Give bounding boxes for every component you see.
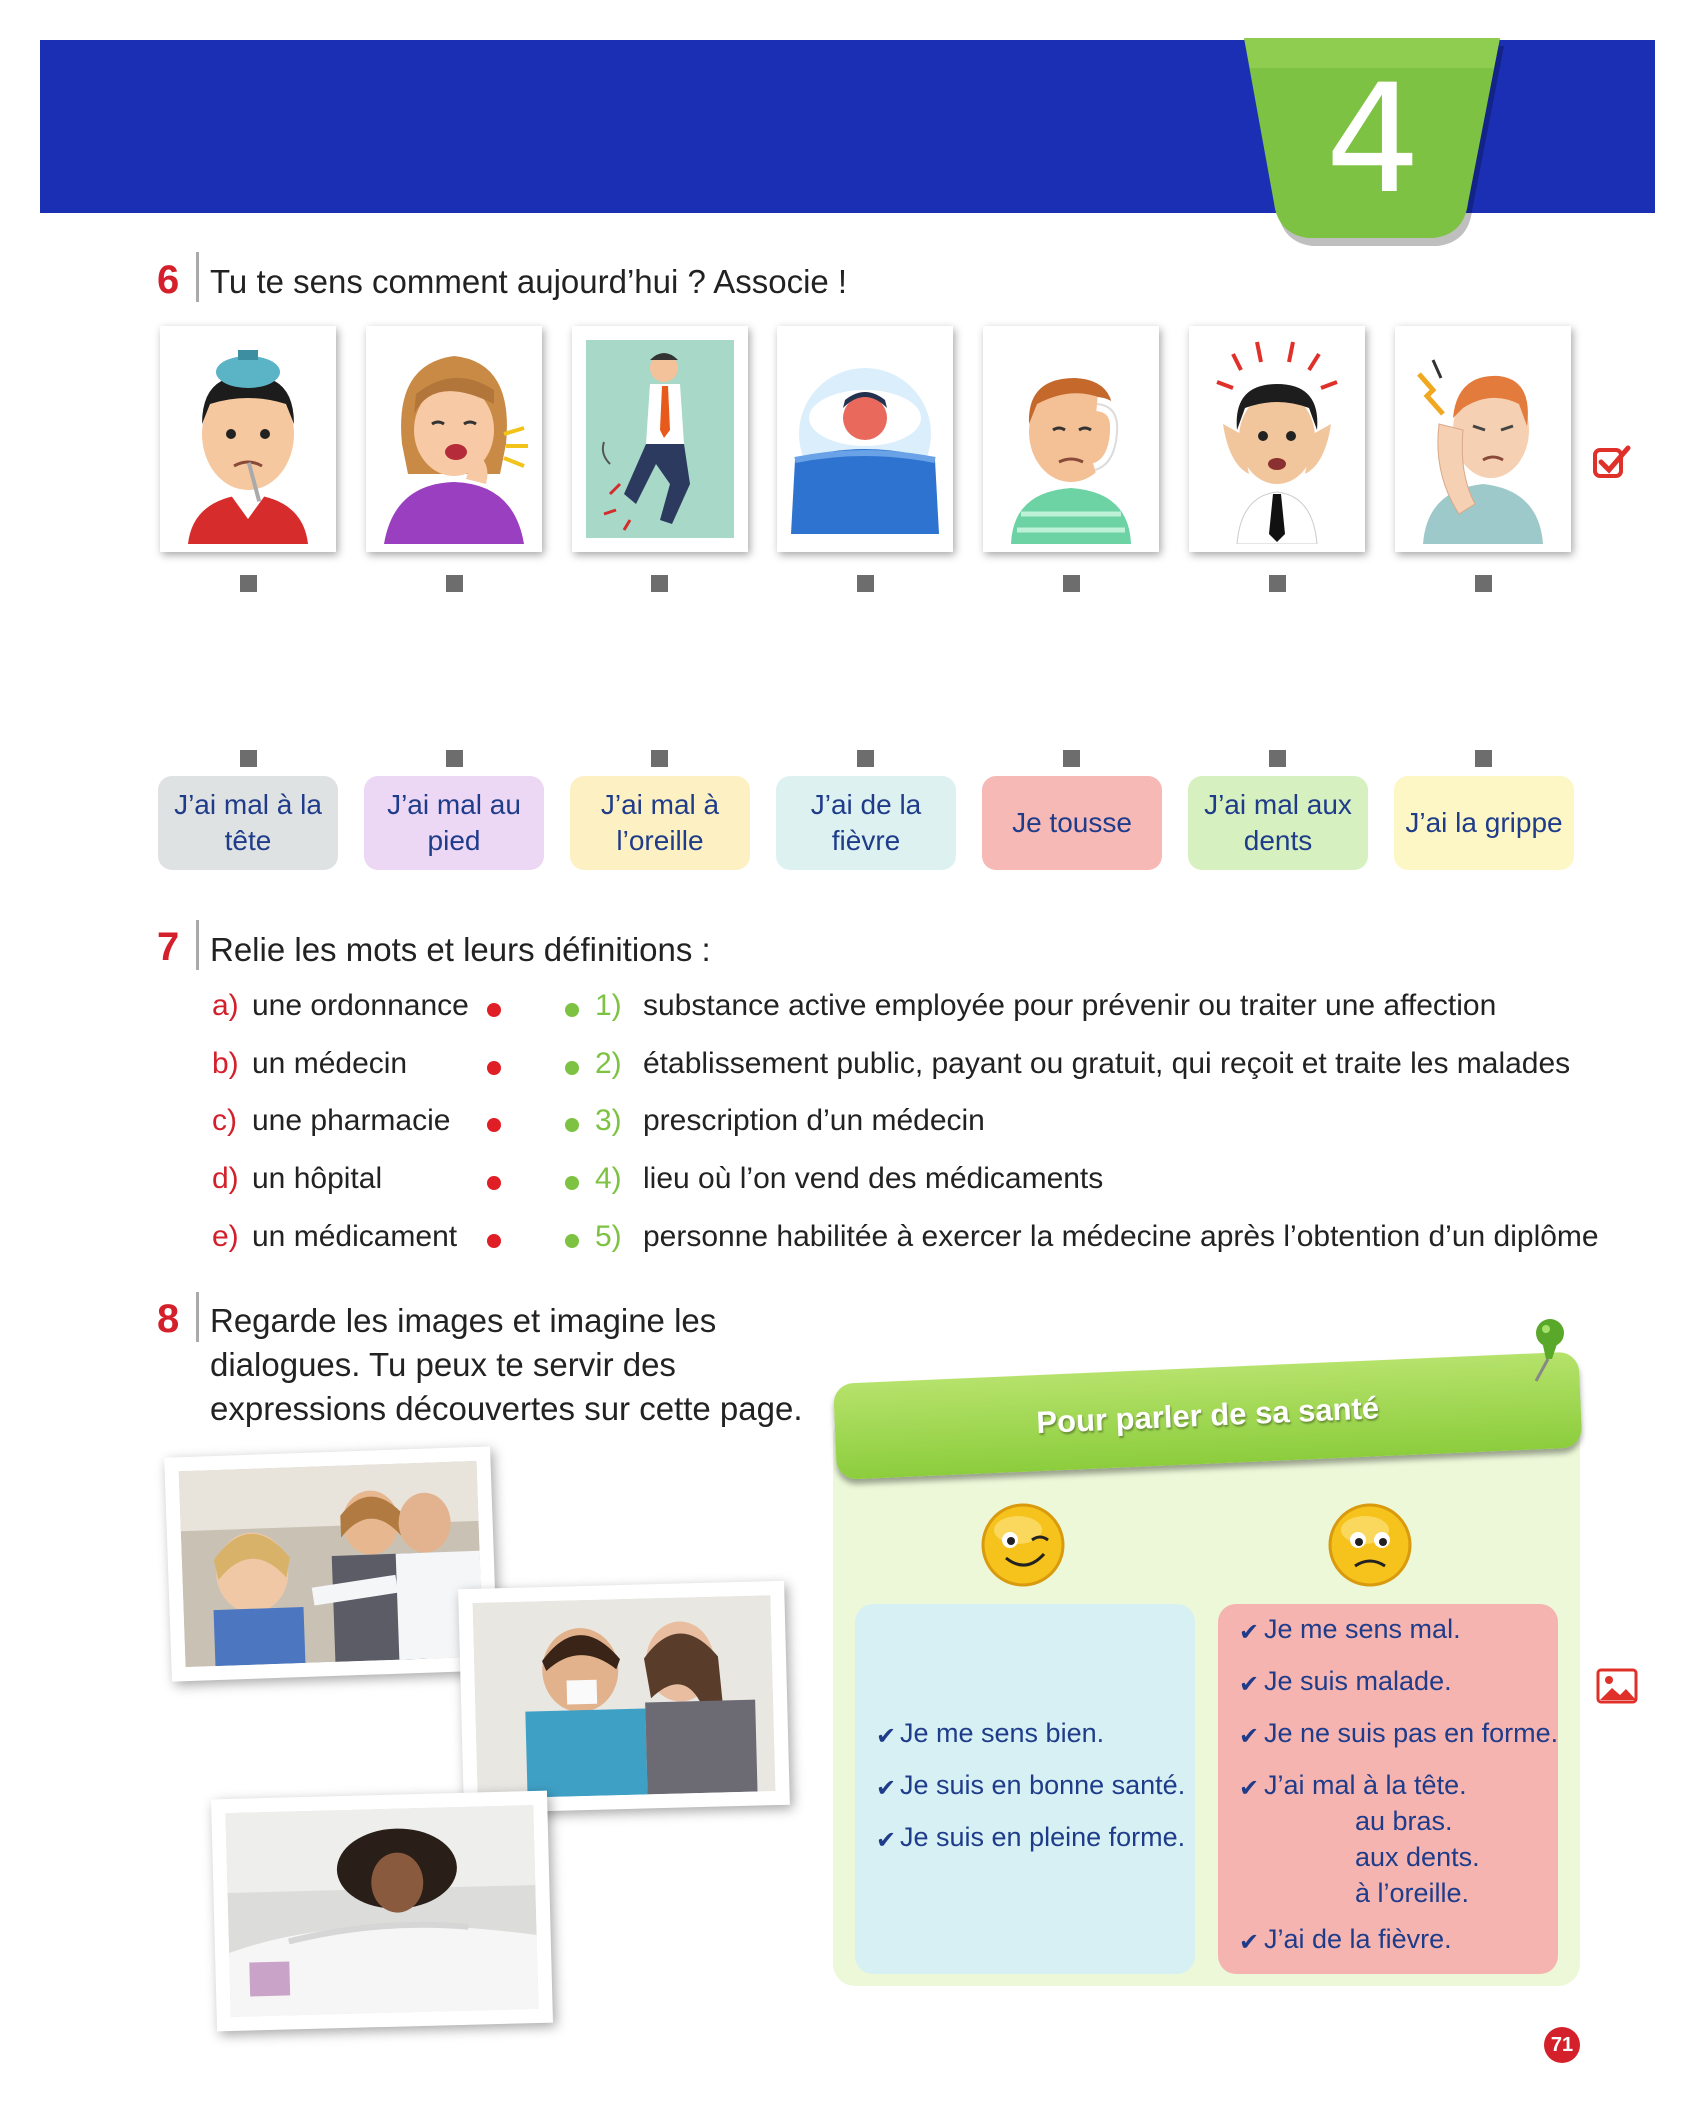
image-card-3 (572, 326, 748, 552)
exercise-6-number: 6 (157, 258, 180, 302)
sick-child-photo-icon (472, 1595, 775, 1799)
answer-pill-3[interactable]: J’ai mal à l’oreille (570, 776, 750, 870)
match-point-label-4[interactable] (857, 750, 874, 767)
checkbox-icon (1592, 444, 1632, 480)
match-point-image-5[interactable] (1063, 575, 1080, 592)
pushpin-icon (1520, 1315, 1570, 1385)
image-card-6 (1189, 326, 1365, 552)
picture-icon (1596, 1668, 1638, 1704)
answer-pill-2[interactable]: J’ai mal au pied (364, 776, 544, 870)
match-point-label-5[interactable] (1063, 750, 1080, 767)
word-letter-c: c) (212, 1104, 237, 1137)
word-c: une pharmacie (252, 1104, 451, 1137)
answer-pill-7[interactable]: J’ai la grippe (1394, 776, 1574, 870)
exercise-7-divider (196, 920, 199, 970)
definition-dot-5[interactable] (565, 1234, 579, 1248)
checkmark-icon: ✔ (876, 1775, 897, 1802)
word-dot-a[interactable] (487, 1003, 501, 1017)
exercise-7-instruction: Relie les mots et leurs définitions : (210, 931, 711, 968)
sick-in-bed-icon (785, 334, 945, 544)
word-b: un médecin (252, 1047, 408, 1080)
answer-pill-4[interactable]: J’ai de la fièvre (776, 776, 956, 870)
word-dot-c[interactable] (487, 1118, 501, 1132)
photo-woman-fever-bed (211, 1791, 553, 2032)
checkmark-icon: ✔ (1239, 1929, 1260, 1956)
definition-number-3: 3) (595, 1104, 622, 1137)
definition-dot-4[interactable] (565, 1176, 579, 1190)
definition-1: substance active employée pour prévenir ou traiter une affection (643, 989, 1497, 1022)
definition-dot-2[interactable] (565, 1061, 579, 1075)
good-phrase-2: Je suis en bonne santé. (900, 1770, 1186, 1800)
word-e: un médicament (252, 1220, 458, 1253)
exercise-6-instruction: Tu te sens comment aujourd’hui ? Associe ! (210, 263, 848, 300)
word-d: un hôpital (252, 1162, 383, 1195)
word-dot-d[interactable] (487, 1176, 501, 1190)
unit-tab (1238, 38, 1508, 253)
winking-smiley-icon (978, 1500, 1068, 1590)
answer-pill-5[interactable]: Je tousse (982, 776, 1162, 870)
definition-4: lieu où l’on vend des médicaments (643, 1162, 1104, 1195)
unit-number: 4 (1325, 53, 1421, 227)
earache-man-icon (1403, 334, 1563, 544)
checkmark-icon: ✔ (876, 1723, 897, 1750)
woman-fever-photo-icon (225, 1805, 538, 2017)
match-point-image-6[interactable] (1269, 575, 1286, 592)
photo-doctor-exam (164, 1446, 498, 1681)
definition-dot-3[interactable] (565, 1118, 579, 1132)
image-card-4 (777, 326, 953, 552)
answer-pill-6[interactable]: J’ai mal aux dents (1188, 776, 1368, 870)
match-point-label-2[interactable] (446, 750, 463, 767)
match-point-label-1[interactable] (240, 750, 257, 767)
headache-man-icon (1197, 334, 1357, 544)
word-letter-b: b) (212, 1047, 239, 1080)
image-card-2 (366, 326, 542, 552)
word-letter-e: e) (212, 1220, 239, 1253)
match-point-label-3[interactable] (651, 750, 668, 767)
image-card-7 (1395, 326, 1571, 552)
definition-number-4: 4) (595, 1162, 622, 1195)
toothache-boy-icon (991, 334, 1151, 544)
bad-phrase-3: Je ne suis pas en forme. (1264, 1718, 1559, 1748)
checkmark-icon: ✔ (1239, 1775, 1260, 1802)
exercise-8-instruction-line-2: dialogues. Tu peux te servir des (210, 1346, 676, 1383)
image-card-5 (983, 326, 1159, 552)
definition-2: établissement public, payant ou gratuit, qui reçoit et traite les malades (643, 1047, 1571, 1080)
word-letter-a: a) (212, 989, 239, 1022)
match-point-image-4[interactable] (857, 575, 874, 592)
word-dot-b[interactable] (487, 1061, 501, 1075)
match-point-label-6[interactable] (1269, 750, 1286, 767)
match-point-image-1[interactable] (240, 575, 257, 592)
bad-phrase-5: J’ai de la fièvre. (1264, 1924, 1452, 1954)
exercise-8-instruction-line-1: Regarde les images et imagine les (210, 1302, 717, 1339)
page-number: 71 (1544, 2027, 1580, 2063)
checkmark-icon: ✔ (1239, 1671, 1260, 1698)
foot-pain-man-icon (580, 334, 740, 544)
bad-phrase-4b: au bras. (1355, 1806, 1453, 1836)
bad-phrase-1: Je me sens mal. (1264, 1614, 1461, 1644)
checkmark-icon: ✔ (1239, 1619, 1260, 1646)
sad-smiley-icon (1325, 1500, 1415, 1590)
exercise-8-divider (196, 1292, 199, 1342)
good-phrase-1: Je me sens bien. (900, 1718, 1105, 1748)
coughing-woman-icon (374, 334, 534, 544)
image-card-1 (160, 326, 336, 552)
panel-title: Pour parler de sa santé (1035, 1390, 1380, 1441)
definition-number-1: 1) (595, 989, 622, 1022)
word-letter-d: d) (212, 1162, 239, 1195)
exercise-8-number: 8 (157, 1297, 180, 1341)
exercise-6-divider (196, 252, 199, 302)
fever-boy-icon (168, 334, 328, 544)
definition-5: personne habilitée à exercer la médecine après l’obtention d’un diplôme (643, 1220, 1599, 1253)
checkmark-icon: ✔ (876, 1827, 897, 1854)
exercise-8-instruction-line-3: expressions découvertes sur cette page. (210, 1390, 803, 1427)
word-dot-e[interactable] (487, 1234, 501, 1248)
word-a: une ordonnance (252, 989, 469, 1022)
definition-3: prescription d’un médecin (643, 1104, 985, 1137)
photo-sick-child-sneezing (458, 1581, 790, 1813)
bad-phrase-2: Je suis malade. (1264, 1666, 1452, 1696)
doctor-exam-photo-icon (179, 1461, 484, 1667)
exercise-7-number: 7 (157, 925, 180, 969)
good-phrase-3: Je suis en pleine forme. (900, 1822, 1186, 1852)
bad-phrase-4c: aux dents. (1355, 1842, 1480, 1872)
answer-pill-1[interactable]: J’ai mal à la tête (158, 776, 338, 870)
match-point-label-7[interactable] (1475, 750, 1492, 767)
bad-phrase-4d: à l’oreille. (1355, 1878, 1470, 1908)
definition-number-2: 2) (595, 1047, 622, 1080)
match-point-image-3[interactable] (651, 575, 668, 592)
bad-phrase-4: J’ai mal à la tête. (1264, 1770, 1467, 1800)
definition-dot-1[interactable] (565, 1003, 579, 1017)
checkmark-icon: ✔ (1239, 1723, 1260, 1750)
match-point-image-2[interactable] (446, 575, 463, 592)
match-point-image-7[interactable] (1475, 575, 1492, 592)
definition-number-5: 5) (595, 1220, 622, 1253)
